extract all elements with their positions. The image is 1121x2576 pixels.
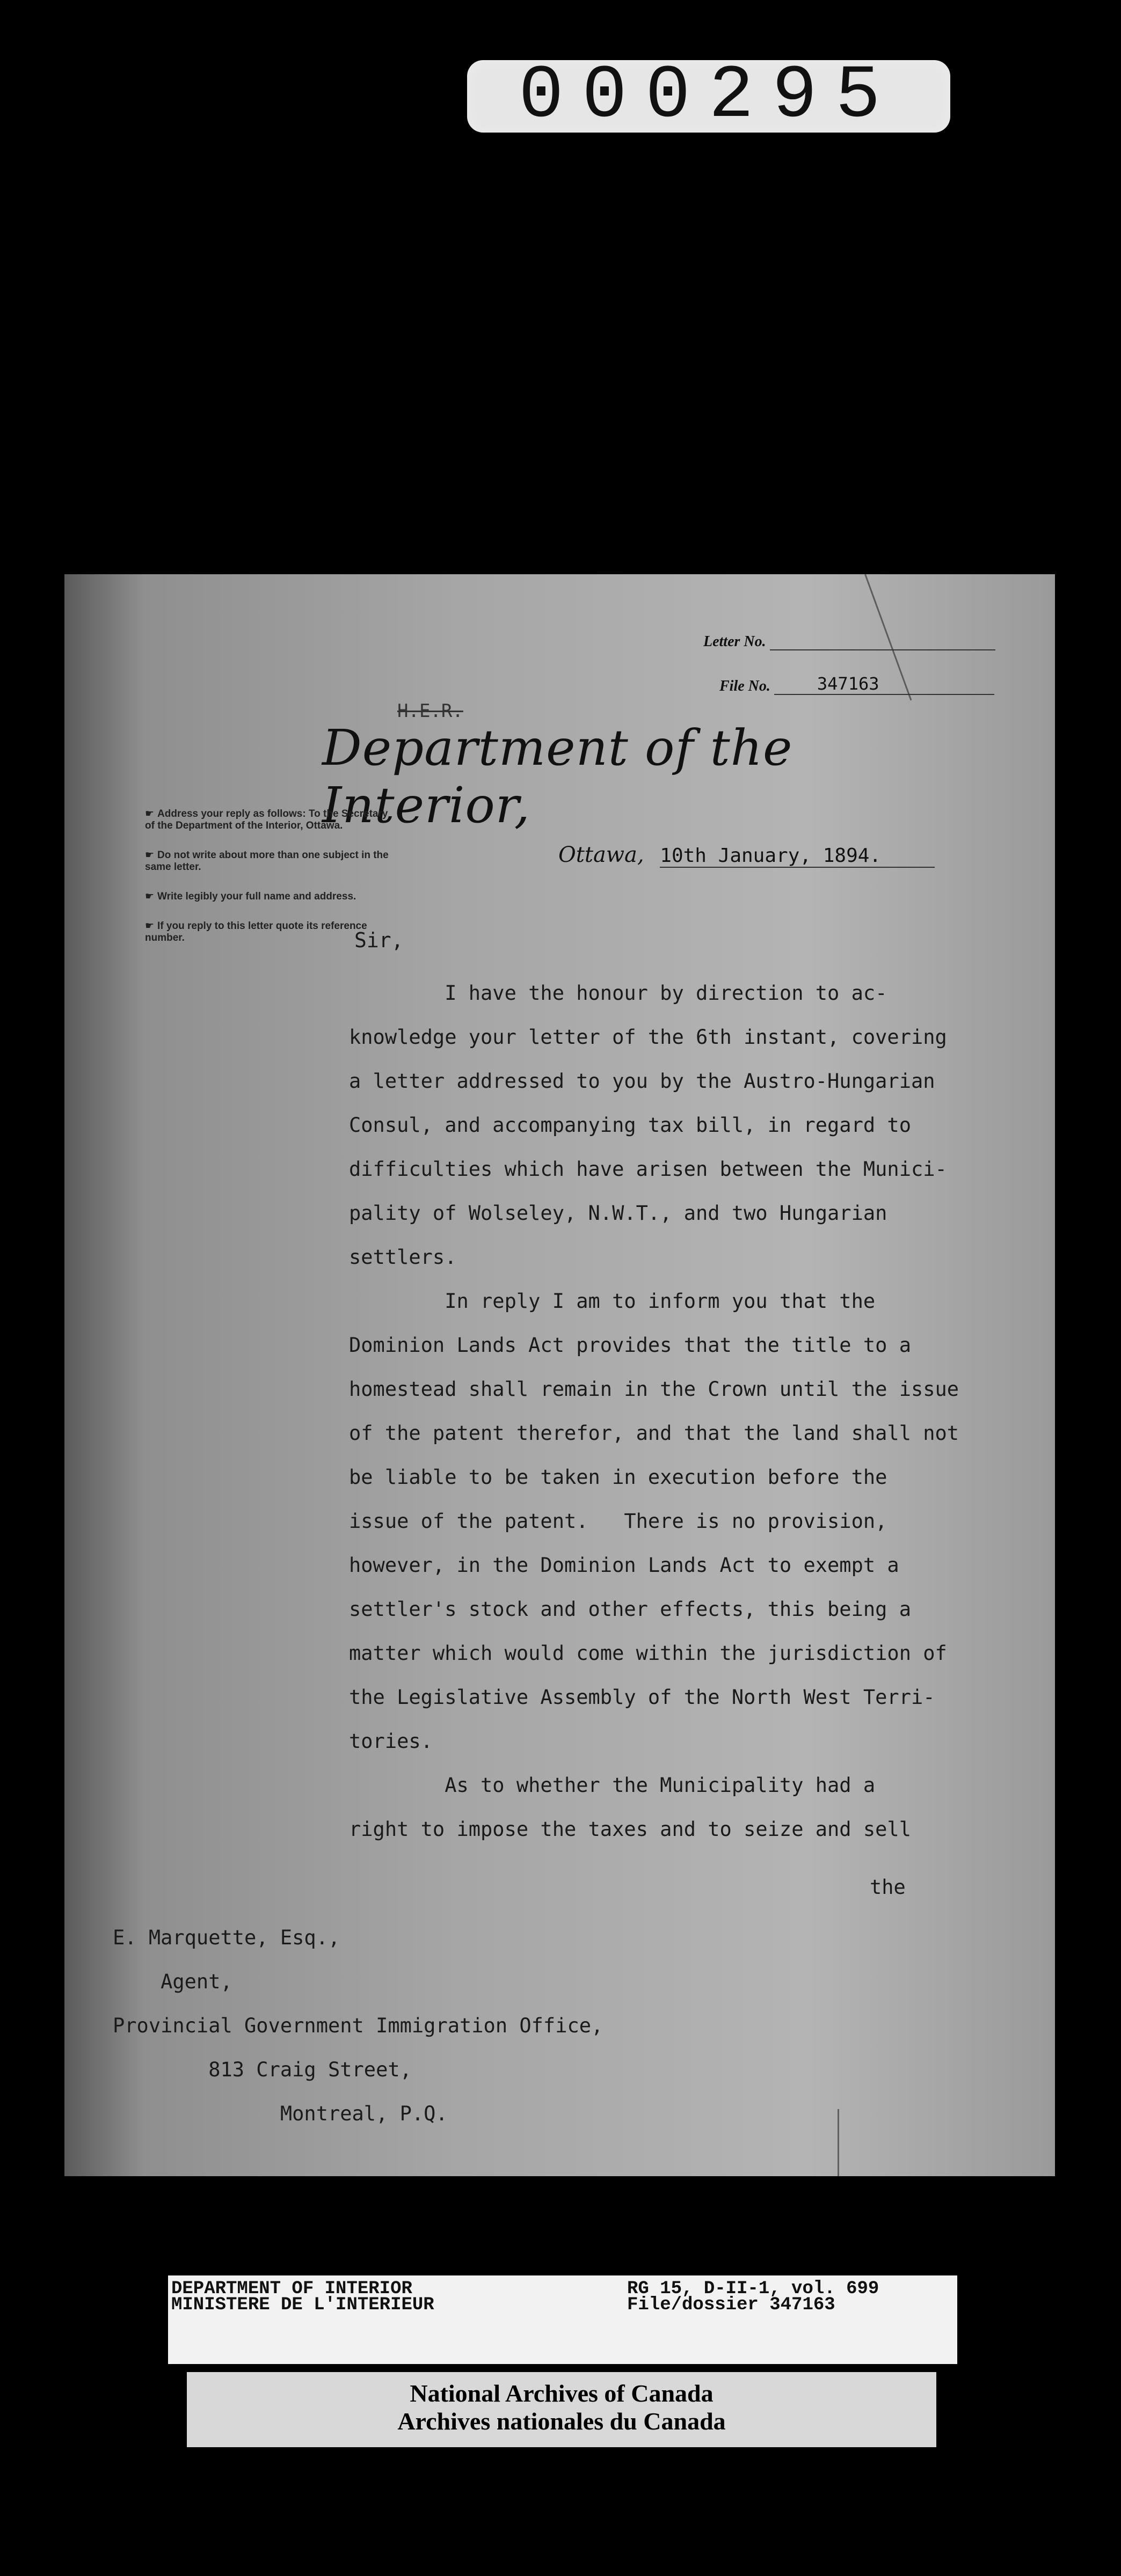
letter-line: be liable to be taken in execution before the — [349, 1466, 887, 1489]
letter-line: settlers. — [349, 1246, 457, 1269]
addressee-line: Provincial Government Immigration Office, — [113, 2014, 603, 2037]
file-no-label: File No. — [719, 678, 770, 694]
letter-page — [64, 574, 1055, 2176]
pointing-hand-icon: ☛ — [145, 849, 155, 861]
catchword: the — [870, 1876, 906, 1899]
letter-line: the Legislative Assembly of the North West Terri- — [349, 1686, 935, 1709]
date-place: Ottawa, — [558, 843, 644, 867]
letter-line: right to impose the taxes and to seize and sell — [349, 1818, 911, 1841]
addressee-line: Agent, — [113, 1970, 232, 1993]
letter-line: difficulties which have arisen between the Munici- — [349, 1158, 947, 1181]
file-no-field — [719, 674, 994, 695]
date-value: 10th January, 1894. — [660, 845, 935, 868]
letter-line: however, in the Dominion Lands Act to exempt a — [349, 1554, 899, 1577]
instruction-item: ☛ If you reply to this letter quote its reference number. — [145, 920, 367, 943]
archives-banner — [187, 2372, 936, 2447]
addressee-block — [113, 1916, 603, 2136]
letter-no-label: Letter No. — [703, 633, 766, 650]
letter-line: knowledge your letter of the 6th instant, covering — [349, 1026, 947, 1049]
instruction-item: ☛ Address your reply as follows: To the Secretary of the Department of the Interior, Ottawa. — [145, 808, 388, 831]
letter-line: issue of the patent. There is no provision, — [349, 1510, 887, 1533]
letter-line: I have the honour by direction to ac- — [349, 982, 887, 1005]
letter-line: matter which would come within the jurisdiction of — [349, 1642, 947, 1665]
letter-body — [349, 971, 1042, 1851]
letter-line: settler's stock and other effects, this being a — [349, 1598, 911, 1621]
reference-numbers — [627, 2281, 879, 2313]
department-names — [171, 2281, 434, 2313]
instruction-item: ☛ Write legibly your full name and address. — [145, 890, 356, 902]
letter-line: Dominion Lands Act provides that the title to a — [349, 1334, 911, 1357]
letter-line: Consul, and accompanying tax bill, in regard to — [349, 1114, 911, 1137]
department-title: Department of the Interior, — [322, 719, 793, 834]
addressee-line: 813 Craig Street, — [113, 2058, 412, 2081]
paper-tear — [838, 2109, 839, 2176]
letter-line: In reply I am to inform you that the — [349, 1290, 876, 1313]
department-fr: MINISTERE DE L'INTERIEUR — [171, 2295, 434, 2315]
archive-stamp-number: 000295 — [467, 60, 950, 133]
pointing-hand-icon: ☛ — [145, 890, 155, 902]
letter-line: a letter addressed to you by the Austro-Hungarian — [349, 1070, 935, 1093]
letter-line: pality of Wolseley, N.W.T., and two Hungarian — [349, 1202, 887, 1225]
pointing-hand-icon: ☛ — [145, 808, 155, 819]
letter-no-field — [703, 633, 995, 650]
letter-line: tories. — [349, 1730, 433, 1753]
file-dossier-ref: File/dossier 347163 — [627, 2295, 835, 2315]
file-no-value: 347163 — [774, 674, 994, 695]
letter-date — [558, 843, 935, 867]
instruction-item: ☛ Do not write about more than one subject in the same letter. — [145, 849, 389, 873]
salutation: Sir, — [354, 928, 404, 952]
pointing-hand-icon: ☛ — [145, 920, 155, 932]
letter-line: As to whether the Municipality had a — [349, 1774, 876, 1797]
clerk-initials: H.E.R. — [397, 700, 463, 722]
department-en: DEPARTMENT OF INTERIOR — [171, 2279, 412, 2299]
record-group-ref: RG 15, D-II-1, vol. 699 — [627, 2279, 879, 2299]
addressee-line: Montreal, P.Q. — [113, 2102, 448, 2125]
addressee-line: E. Marquette, Esq., — [113, 1926, 340, 1949]
archives-name-en: National Archives of Canada — [410, 2380, 714, 2407]
letter-line: homestead shall remain in the Crown until the issue — [349, 1378, 959, 1401]
archives-name-fr: Archives nationales du Canada — [397, 2407, 726, 2435]
archive-reference-label — [168, 2275, 957, 2364]
letter-line: of the patent therefor, and that the land shall not — [349, 1422, 959, 1445]
